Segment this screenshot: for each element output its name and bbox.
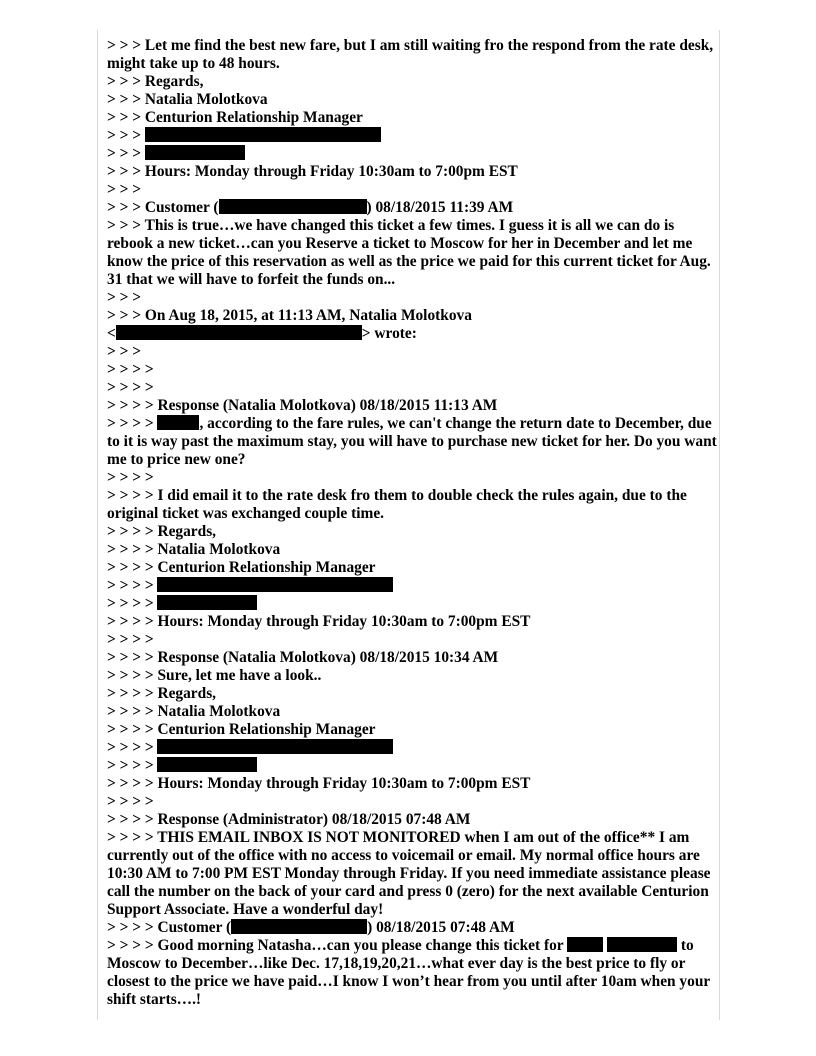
email-line [107, 523, 719, 541]
line-text: > > > [107, 343, 142, 360]
line-text: > > > > Response (Administrator) 08/18/2015 07:48 AM [107, 811, 471, 828]
email-line [107, 649, 719, 667]
email-line [107, 559, 719, 577]
email-line [107, 415, 719, 469]
email-line [107, 307, 719, 325]
redaction-block [157, 577, 393, 592]
email-line [107, 343, 719, 361]
redaction-block [219, 199, 367, 214]
redaction-block [116, 325, 362, 340]
email-line [107, 127, 719, 145]
line-text: > > > > [107, 361, 154, 378]
line-text: > > > > Customer ( [107, 919, 232, 936]
line-text: > > > [107, 181, 142, 198]
redaction-block [145, 145, 245, 160]
email-line [107, 739, 719, 757]
line-text: > > > > I did email it to the rate desk fro them to double check the rules again, due to the original ticket was exchanged couple time. [107, 487, 687, 522]
redaction-block [157, 415, 199, 430]
line-text: to Moscow to December…like Dec. 17,18,19,20,21…what ever day is the best price to fly or closest to the price we have paid…I know I won’t hear from you until after 10am when your shift starts….! [107, 937, 710, 1008]
email-line [107, 469, 719, 487]
line-text: > > > > Centurion Relationship Manager [107, 721, 376, 738]
email-line [107, 577, 719, 595]
email-line [107, 811, 719, 829]
email-line [107, 325, 719, 343]
redaction-block [157, 595, 257, 610]
redaction-block [157, 757, 257, 772]
email-line [107, 595, 719, 613]
email-line [107, 91, 719, 109]
email-line [107, 379, 719, 397]
line-text: > > > Customer ( [107, 199, 219, 216]
line-text: > > > > [107, 379, 154, 396]
line-text: > > > > [107, 595, 158, 612]
email-line [107, 289, 719, 307]
redaction-block [231, 919, 367, 934]
email-line [107, 109, 719, 127]
line-text: > > > > [107, 577, 158, 594]
line-text: > > > Let me find the best new fare, but I am still waiting fro the respond from the rate desk, might take up to 48 hours. [107, 37, 714, 72]
line-text: > > > Hours: Monday through Friday 10:30am to 7:00pm EST [107, 163, 518, 180]
line-text: > wrote: [361, 325, 417, 342]
email-line [107, 181, 719, 199]
line-text: > > > This is true…we have changed this ticket a few times. I guess it is all we can do is rebook a new ticket…can you Reserve a ticket to Moscow for her in December and let me know the price of this reservation as well as the price we paid for this current ticket for Aug. 31 that we will have to forfeit the funds on... [107, 217, 711, 288]
line-text: > > > Regards, [107, 73, 204, 90]
email-line [107, 199, 719, 217]
redaction-block [567, 937, 603, 952]
email-line [107, 145, 719, 163]
line-text: > > > > Centurion Relationship Manager [107, 559, 376, 576]
email-line [107, 487, 719, 523]
line-text: ) 08/18/2015 11:39 AM [366, 199, 514, 216]
line-text: ) 08/18/2015 07:48 AM [367, 919, 515, 936]
line-text: > > > > [107, 631, 154, 648]
line-text: > > > > Response (Natalia Molotkova) 08/18/2015 11:13 AM [107, 397, 498, 414]
line-text: > > > > Regards, [107, 523, 217, 540]
email-line [107, 937, 719, 1009]
line-text: > > > Centurion Relationship Manager [107, 109, 363, 126]
line-text: > > > [107, 289, 142, 306]
email-line [107, 397, 719, 415]
email-line [107, 361, 719, 379]
line-text: > > > > [107, 793, 154, 810]
line-text: > > > > [107, 757, 158, 774]
line-text: > > > > Natalia Molotkova [107, 541, 281, 558]
email-line [107, 613, 719, 631]
line-text: > > > > Natalia Molotkova [107, 703, 281, 720]
line-text: > > > > Sure, let me have a look.. [107, 667, 322, 684]
email-line [107, 631, 719, 649]
line-text: > > > > THIS EMAIL INBOX IS NOT MONITORED when I am out of the office** I am currently out of the office with no access to voicemail or email. My normal office hours are 10:30 AM to 7:00 PM EST Monday through Friday. If you need immediate assistance please call the number on the back of your card and press 0 (zero) for the next available Centurion Support Associate. Have a wonderful day! [107, 829, 711, 918]
email-line [107, 829, 719, 919]
line-text: > > > > [107, 469, 154, 486]
email-line [107, 703, 719, 721]
email-line [107, 919, 719, 937]
email-line [107, 793, 719, 811]
email-line [107, 757, 719, 775]
line-text: > > > > Response (Natalia Molotkova) 08/18/2015 10:34 AM [107, 649, 499, 666]
line-text: , according to the fare rules, we can't change the return date to December, due to it is way past the maximum stay, you will have to purchase new ticket for her. Do you want me to price new one? [107, 415, 717, 468]
email-line [107, 73, 719, 91]
line-text: > > > > Regards, [107, 685, 217, 702]
line-text: > > > On Aug 18, 2015, at 11:13 AM, Natalia Molotkova [107, 307, 472, 324]
line-text: > > > [107, 127, 145, 144]
line-text: > > > > [107, 415, 158, 432]
line-text: > > > > Hours: Monday through Friday 10:30am to 7:00pm EST [107, 775, 531, 792]
email-line [107, 775, 719, 793]
line-text: < [107, 325, 116, 342]
line-text: > > > > [107, 739, 158, 756]
email-line [107, 685, 719, 703]
redaction-block [145, 127, 381, 142]
email-line [107, 163, 719, 181]
email-line [107, 37, 719, 73]
line-text: > > > > Good morning Natasha…can you please change this ticket for [107, 937, 568, 954]
email-line [107, 667, 719, 685]
email-line [107, 217, 719, 289]
line-text: > > > [107, 145, 145, 162]
redaction-block [607, 937, 677, 952]
redaction-block [157, 739, 393, 754]
line-text: > > > > Hours: Monday through Friday 10:30am to 7:00pm EST [107, 613, 531, 630]
line-text: > > > Natalia Molotkova [107, 91, 268, 108]
email-line [107, 541, 719, 559]
email-line [107, 721, 719, 739]
